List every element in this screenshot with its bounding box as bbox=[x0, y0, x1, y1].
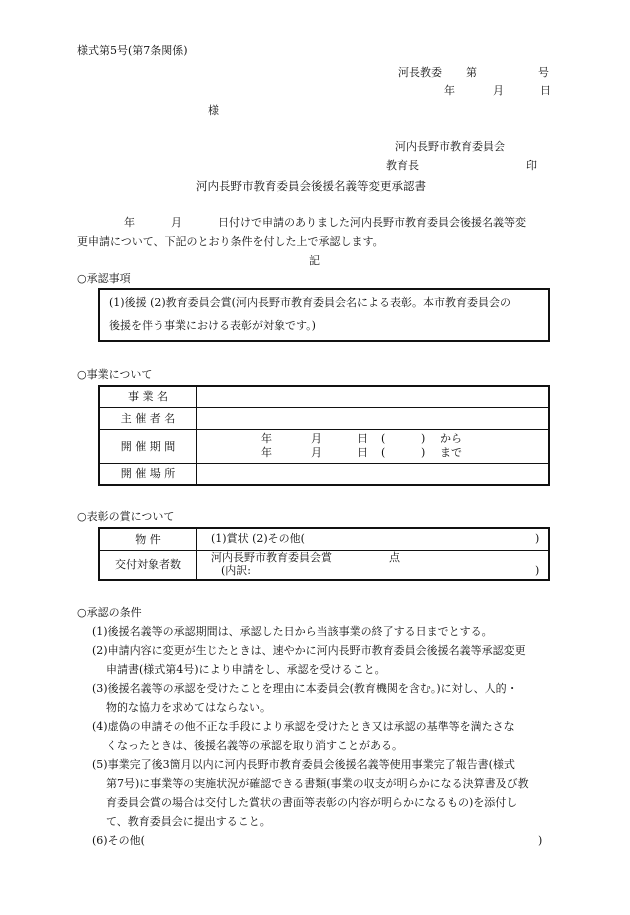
period-value[interactable]: 年 月 日 ( ) から 年 月 日 ( ) まで bbox=[197, 429, 550, 463]
condition-3a: (3)後援名義等の承認を受けたことを理由に本委員会(教育機関を含む。)に対し、人的・ bbox=[92, 682, 518, 695]
issuer-title: 教育長 bbox=[386, 159, 419, 172]
recipients-points: 点 bbox=[389, 550, 400, 564]
intro-month: 月 bbox=[171, 216, 182, 229]
recipients-line2: (内訳: bbox=[221, 563, 251, 577]
event-name-value[interactable] bbox=[197, 386, 550, 407]
award-heading: ○表彰の賞について bbox=[77, 510, 175, 523]
award-row-recipients bbox=[99, 550, 549, 580]
date-month: 月 bbox=[493, 84, 504, 97]
recipients-label: 交付対象者数 bbox=[99, 550, 197, 580]
conditions-heading: ○承認の条件 bbox=[77, 606, 142, 619]
issuer-org: 河内長野市教育委員会 bbox=[395, 140, 505, 153]
recipients-close: ) bbox=[535, 563, 540, 577]
approval-line2: 後援を伴う事業における表彰が対象です。) bbox=[109, 319, 316, 332]
condition-5d: て、教育委員会に提出すること。 bbox=[106, 815, 271, 828]
award-item-close: ) bbox=[535, 532, 540, 546]
doc-number-dai: 第 bbox=[466, 66, 477, 79]
condition-4b: くなったときは、後援名義等の承認を取り消すことがある。 bbox=[106, 739, 403, 752]
event-row-name bbox=[99, 386, 549, 407]
award-table bbox=[98, 527, 550, 581]
approval-heading: ○承認事項 bbox=[77, 272, 131, 285]
addressee-suffix: 様 bbox=[208, 104, 219, 117]
award-row-item bbox=[99, 528, 549, 550]
condition-5c: 育委員会賞の場合は交付した賞状の書面等表彰の内容が明らかになるもの)を添付し bbox=[106, 796, 518, 809]
intro-year: 年 bbox=[124, 216, 135, 229]
condition-1: (1)後援名義等の承認期間は、承認した日から当該事業の終了する日までとする。 bbox=[92, 625, 493, 638]
date-year: 年 bbox=[444, 84, 455, 97]
event-row-venue bbox=[99, 463, 549, 485]
recipients-line1: 河内長野市教育委員会賞 bbox=[211, 550, 332, 564]
condition-5a: (5)事業完了後3箇月以内に河内長野市教育委員会後援名義等使用事業完了報告書(様式 bbox=[92, 758, 515, 771]
doc-number-prefix: 河長教委 bbox=[398, 66, 442, 79]
period-from-word: から bbox=[440, 432, 462, 445]
condition-6-close: ) bbox=[538, 834, 543, 847]
date-day: 日 bbox=[540, 84, 551, 97]
condition-5b: 第7号)に事業等の実施状況が確認できる書類(事業の収支が明らかになる決算書及び教 bbox=[106, 777, 529, 790]
condition-3b: 物的な協力を求めてはならない。 bbox=[106, 701, 271, 714]
doc-number-go: 号 bbox=[538, 66, 549, 79]
venue-value[interactable] bbox=[197, 463, 550, 485]
intro-line1: 日付けで申請のありました河内長野市教育委員会後援名義等変 bbox=[218, 216, 526, 229]
condition-4a: (4)虚偽の申請その他不正な手段により承認を受けたとき又は承認の基準等を満たさな bbox=[92, 720, 515, 733]
ki-mark: 記 bbox=[309, 254, 320, 267]
award-item-value[interactable] bbox=[197, 528, 550, 550]
period-to-word: まで bbox=[440, 446, 462, 459]
event-row-period bbox=[99, 429, 549, 463]
condition-2b: 申請書(様式第4号)により申請をし、承認を受けること。 bbox=[106, 663, 386, 676]
recipients-value[interactable] bbox=[197, 550, 550, 580]
award-item-label: 物 件 bbox=[99, 528, 197, 550]
document-title: 河内長野市教育委員会後援名義等変更承認書 bbox=[196, 179, 426, 193]
form-number: 様式第5号(第7条関係) bbox=[77, 44, 188, 57]
organizer-label: 主 催 者 名 bbox=[99, 407, 197, 429]
organizer-value[interactable] bbox=[197, 407, 550, 429]
event-name-label: 事 業 名 bbox=[99, 386, 197, 407]
period-label: 開 催 期 間 bbox=[99, 429, 197, 463]
condition-6: (6)その他( bbox=[92, 834, 145, 847]
award-item-text: (1)賞状 (2)その他( bbox=[211, 532, 305, 546]
venue-label: 開 催 場 所 bbox=[99, 463, 197, 485]
event-table bbox=[98, 385, 550, 486]
event-row-organizer bbox=[99, 407, 549, 429]
event-heading: ○事業について bbox=[77, 368, 153, 381]
approval-line1: (1)後援 (2)教育委員会賞(河内長野市教育委員会名による表彰。本市教育委員会の bbox=[109, 296, 511, 309]
intro-line2: 更申請について、下記のとおり条件を付した上で承認します。 bbox=[77, 235, 384, 248]
condition-2a: (2)申請内容に変更が生じたときは、速やかに河内長野市教育委員会後援名義等承認変更 bbox=[92, 644, 526, 657]
approval-box bbox=[98, 288, 550, 342]
seal-mark: 印 bbox=[526, 159, 537, 172]
